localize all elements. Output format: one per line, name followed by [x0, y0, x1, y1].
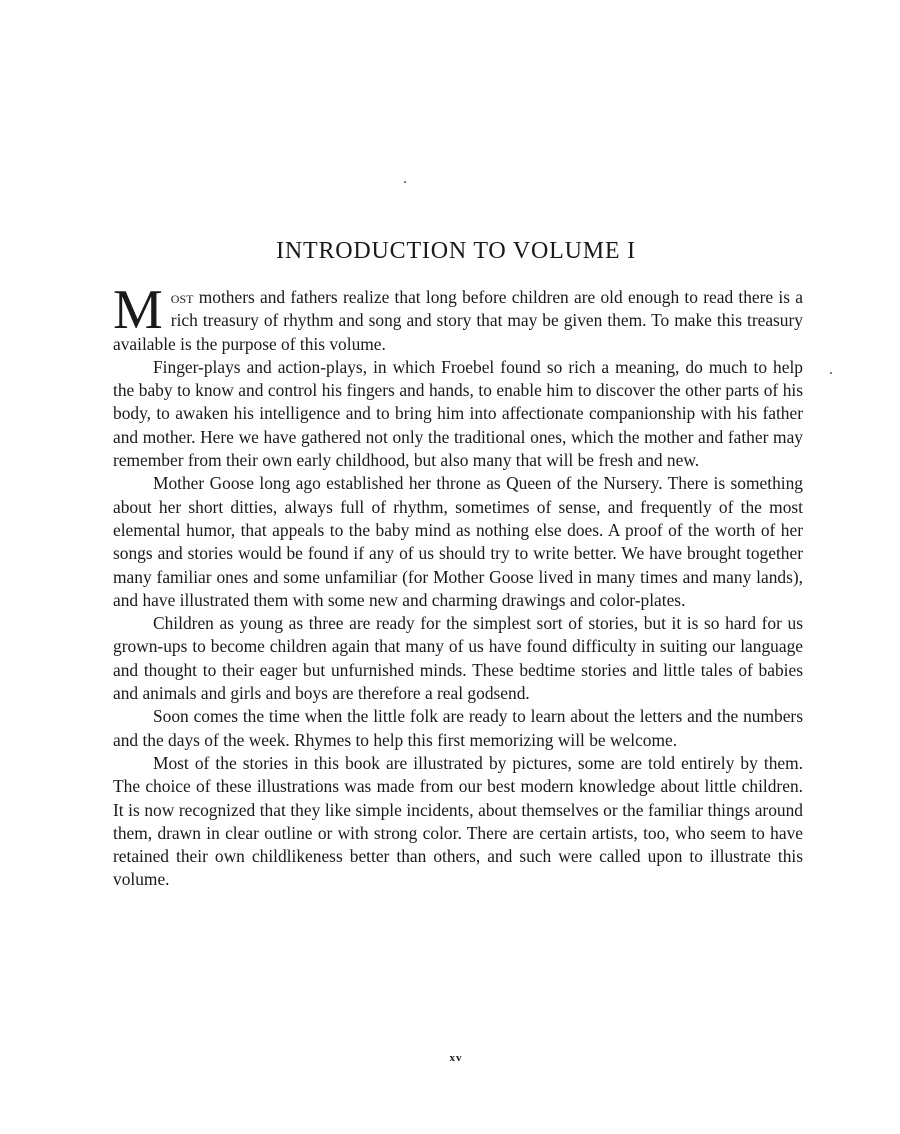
- lead-word: ost: [170, 287, 194, 307]
- paragraph-6: Most of the stories in this book are illustrated by pictures, some are told entirely by them. The choice of these illustrations was made from our best modern knowledge about little children. It is now recognized that they like simple incidents, about themselves or the familiar things around them, drawn in clear outline or with strong color. There are certain artists, too, who seem to have retained their own childlikeness better than others, and such were called upon to illustrate this volume.: [113, 752, 803, 890]
- page-number: xv: [449, 1052, 463, 1064]
- paragraph-1: [113, 279, 803, 356]
- paragraph-3: Mother Goose long ago established her throne as Queen of the Nursery. There is something about her short ditties, always full of rhythm, sometimes of sense, and frequently of the most elemental humor, that appeals to the baby mind as nothing else does. A proof of the worth of her songs and stories would be found if any of us should try to write better. We have brought together many familiar ones and some unfamiliar (for Mother Goose lived in many times and many lands), and have illustrated them with some new and charming drawings and color-plates.: [113, 473, 803, 610]
- chapter-title: INTRODUCTION TO VOLUME I: [276, 238, 636, 264]
- paragraph-2: Finger-plays and action-plays, in which Froebel found so rich a meaning, do much to help the baby to know and control his fingers and hands, to enable him to discover the other parts of his body, to awaken his intelligence and to bring him into affectionate companionship with his father and mother. Here we have gathered not only the traditional ones, which the mother and father may remember from their own early childhood, but also many that will be fresh and new.: [113, 356, 803, 471]
- paper-speck: [404, 181, 406, 183]
- paper-speck: [830, 372, 832, 374]
- introduction-body: [113, 279, 803, 892]
- paragraph-1-text: mothers and fathers realize that long before children are old enough to read there is a rich treasury of rhythm and song and story that may be given them. To make this treasury available is the purpose of this volume.: [113, 287, 803, 354]
- paragraph-4: Children as young as three are ready for the simplest sort of stories, but it is so hard for us grown-ups to become children again that many of us have found difficulty in suiting our language and thought to their eager but unfurnished minds. These bedtime stories and little tales of babies and animals and girls and boys are therefore a real godsend.: [113, 613, 803, 704]
- paragraph-5: Soon comes the time when the little folk are ready to learn about the letters and the numbers and the days of the week. Rhymes to help this first memorizing will be welcome.: [113, 706, 803, 750]
- drop-cap-initial: M: [113, 279, 163, 341]
